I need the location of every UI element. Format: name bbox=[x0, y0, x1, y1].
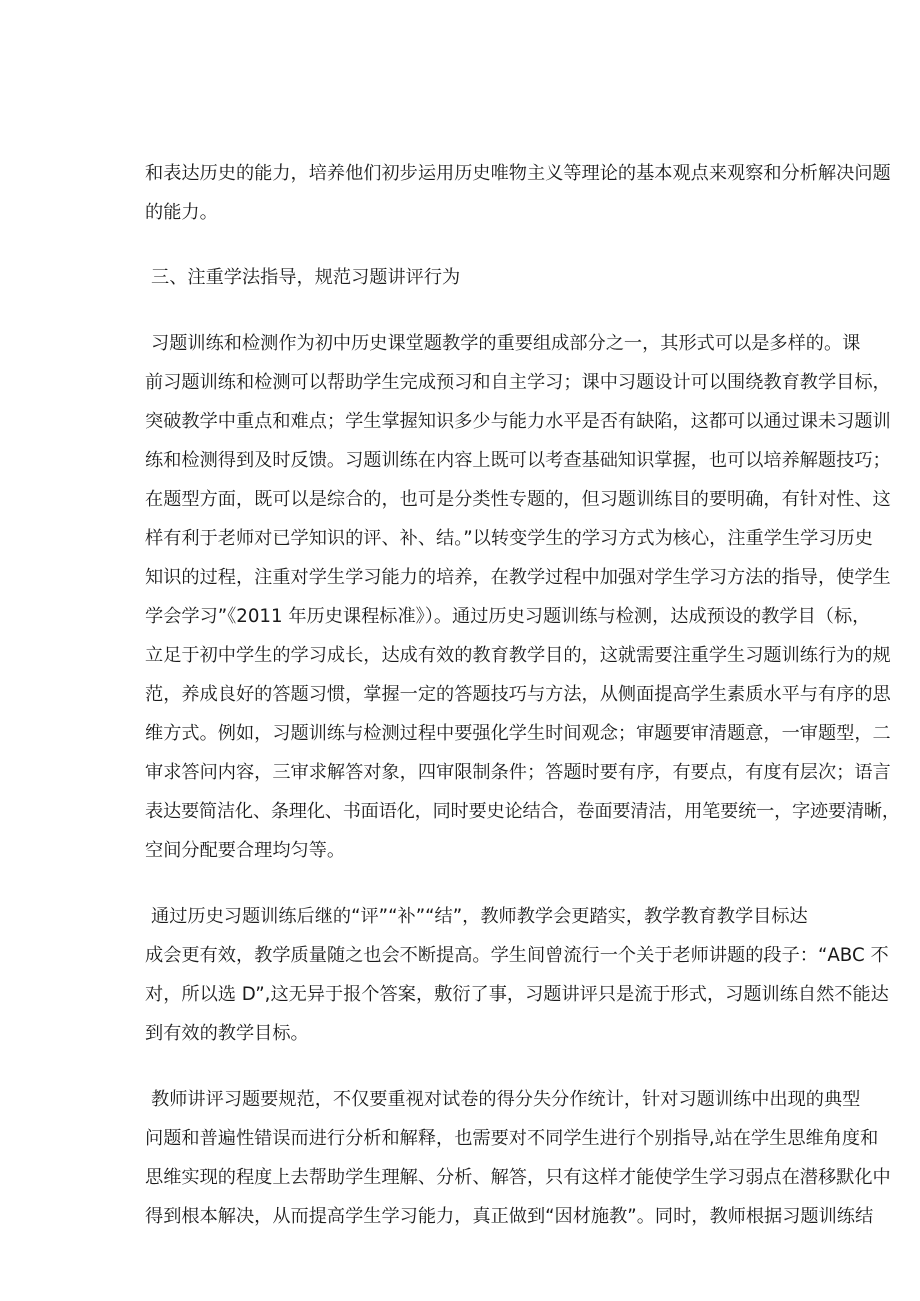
text-line: 问题和普遍性错误而进行分析和解释，也需要对不同学生进行个别指导,站在学生思维角度和 bbox=[145, 1128, 879, 1149]
text-line: 维方式。例如，习题训练与检测过程中要强化学生时间观念；审题要审清题意，一审题型，二 bbox=[145, 723, 891, 744]
text-line: 学会学习”《2011 年历史课程标准》）。通过历史习题训练与检测，达成预设的教学目（标， bbox=[145, 606, 871, 627]
text-line: 到有效的教学目标。 bbox=[145, 1023, 309, 1044]
text-line: 对，所以选 D”,这无异于报个答案，敷衍了事，习题讲评只是流于形式，习题训练自然不能达 bbox=[145, 984, 889, 1005]
text-line: 空间分配要合理均匀等。 bbox=[145, 840, 346, 861]
text-line: 习题训练和检测作为初中历史课堂题教学的重要组成部分之一，其形式可以是多样的。课 bbox=[151, 333, 861, 354]
text-line: 表达要简洁化、条理化、书面语化，同时要史论结合，卷面要清洁，用笔要统一，字迹要清晰， bbox=[145, 801, 900, 822]
text-line: 知识的过程，注重对学生学习能力的培养，在教学过程中加强对学生学习方法的指导，使学生 bbox=[145, 567, 891, 588]
section-heading: 三、注重学法指导，规范习题讲评行为 bbox=[151, 267, 461, 288]
text-line: 突破教学中重点和难点；学生掌握知识多少与能力水平是否有缺陷，这都可以通过课未习题训 bbox=[145, 411, 891, 432]
text-line: 在题型方面，既可以是综合的，也可是分类性专题的，但习题训练目的要明确，有针对性、这 bbox=[145, 489, 891, 510]
text-line: 得到根本解决，从而提高学生学习能力，真正做到“因材施教”。同时，教师根据习题训练结 bbox=[145, 1206, 874, 1227]
text-line: 样有利于老师对已学知识的评、补、结。”以转变学生的学习方式为核心，注重学生学习历史 bbox=[145, 528, 873, 549]
text-line: 的能力。 bbox=[145, 202, 218, 223]
text-line: 练和检测得到及时反馈。习题训练在内容上既可以考查基础知识掌握，也可以培养解题技巧； bbox=[145, 450, 891, 471]
text-line: 立足于初中学生的学习成长，达成有效的教育教学目的，这就需要注重学生习题训练行为的规 bbox=[145, 645, 891, 666]
text-line: 思维实现的程度上去帮助学生理解、分析、解答，只有这样才能使学生学习弱点在潜移默化中 bbox=[145, 1167, 891, 1188]
text-line: 审求答问内容，三审求解答对象，四审限制条件；答题时要有序，有要点，有度有层次；语言 bbox=[145, 762, 891, 783]
text-line: 范，养成良好的答题习惯，掌握一定的答题技巧与方法，从侧面提高学生素质水平与有序的思 bbox=[145, 684, 891, 705]
text-line: 和表达历史的能力，培养他们初步运用历史唯物主义等理论的基本观点来观察和分析解决问题 bbox=[145, 163, 891, 184]
text-line: 通过历史习题训练后继的“评”“补”“结”，教师教学会更踏实，教学教育教学目标达 bbox=[151, 906, 808, 927]
text-line: 教师讲评习题要规范，不仅要重视对试卷的得分失分作统计，针对习题训练中出现的典型 bbox=[151, 1089, 861, 1110]
text-line: 成会更有效，教学质量随之也会不断提高。学生间曾流行一个关于老师讲题的段子：“ABC 不 bbox=[145, 945, 889, 966]
text-line: 前习题训练和检测可以帮助学生完成预习和自主学习；课中习题设计可以围绕教育教学目标， bbox=[145, 372, 891, 393]
